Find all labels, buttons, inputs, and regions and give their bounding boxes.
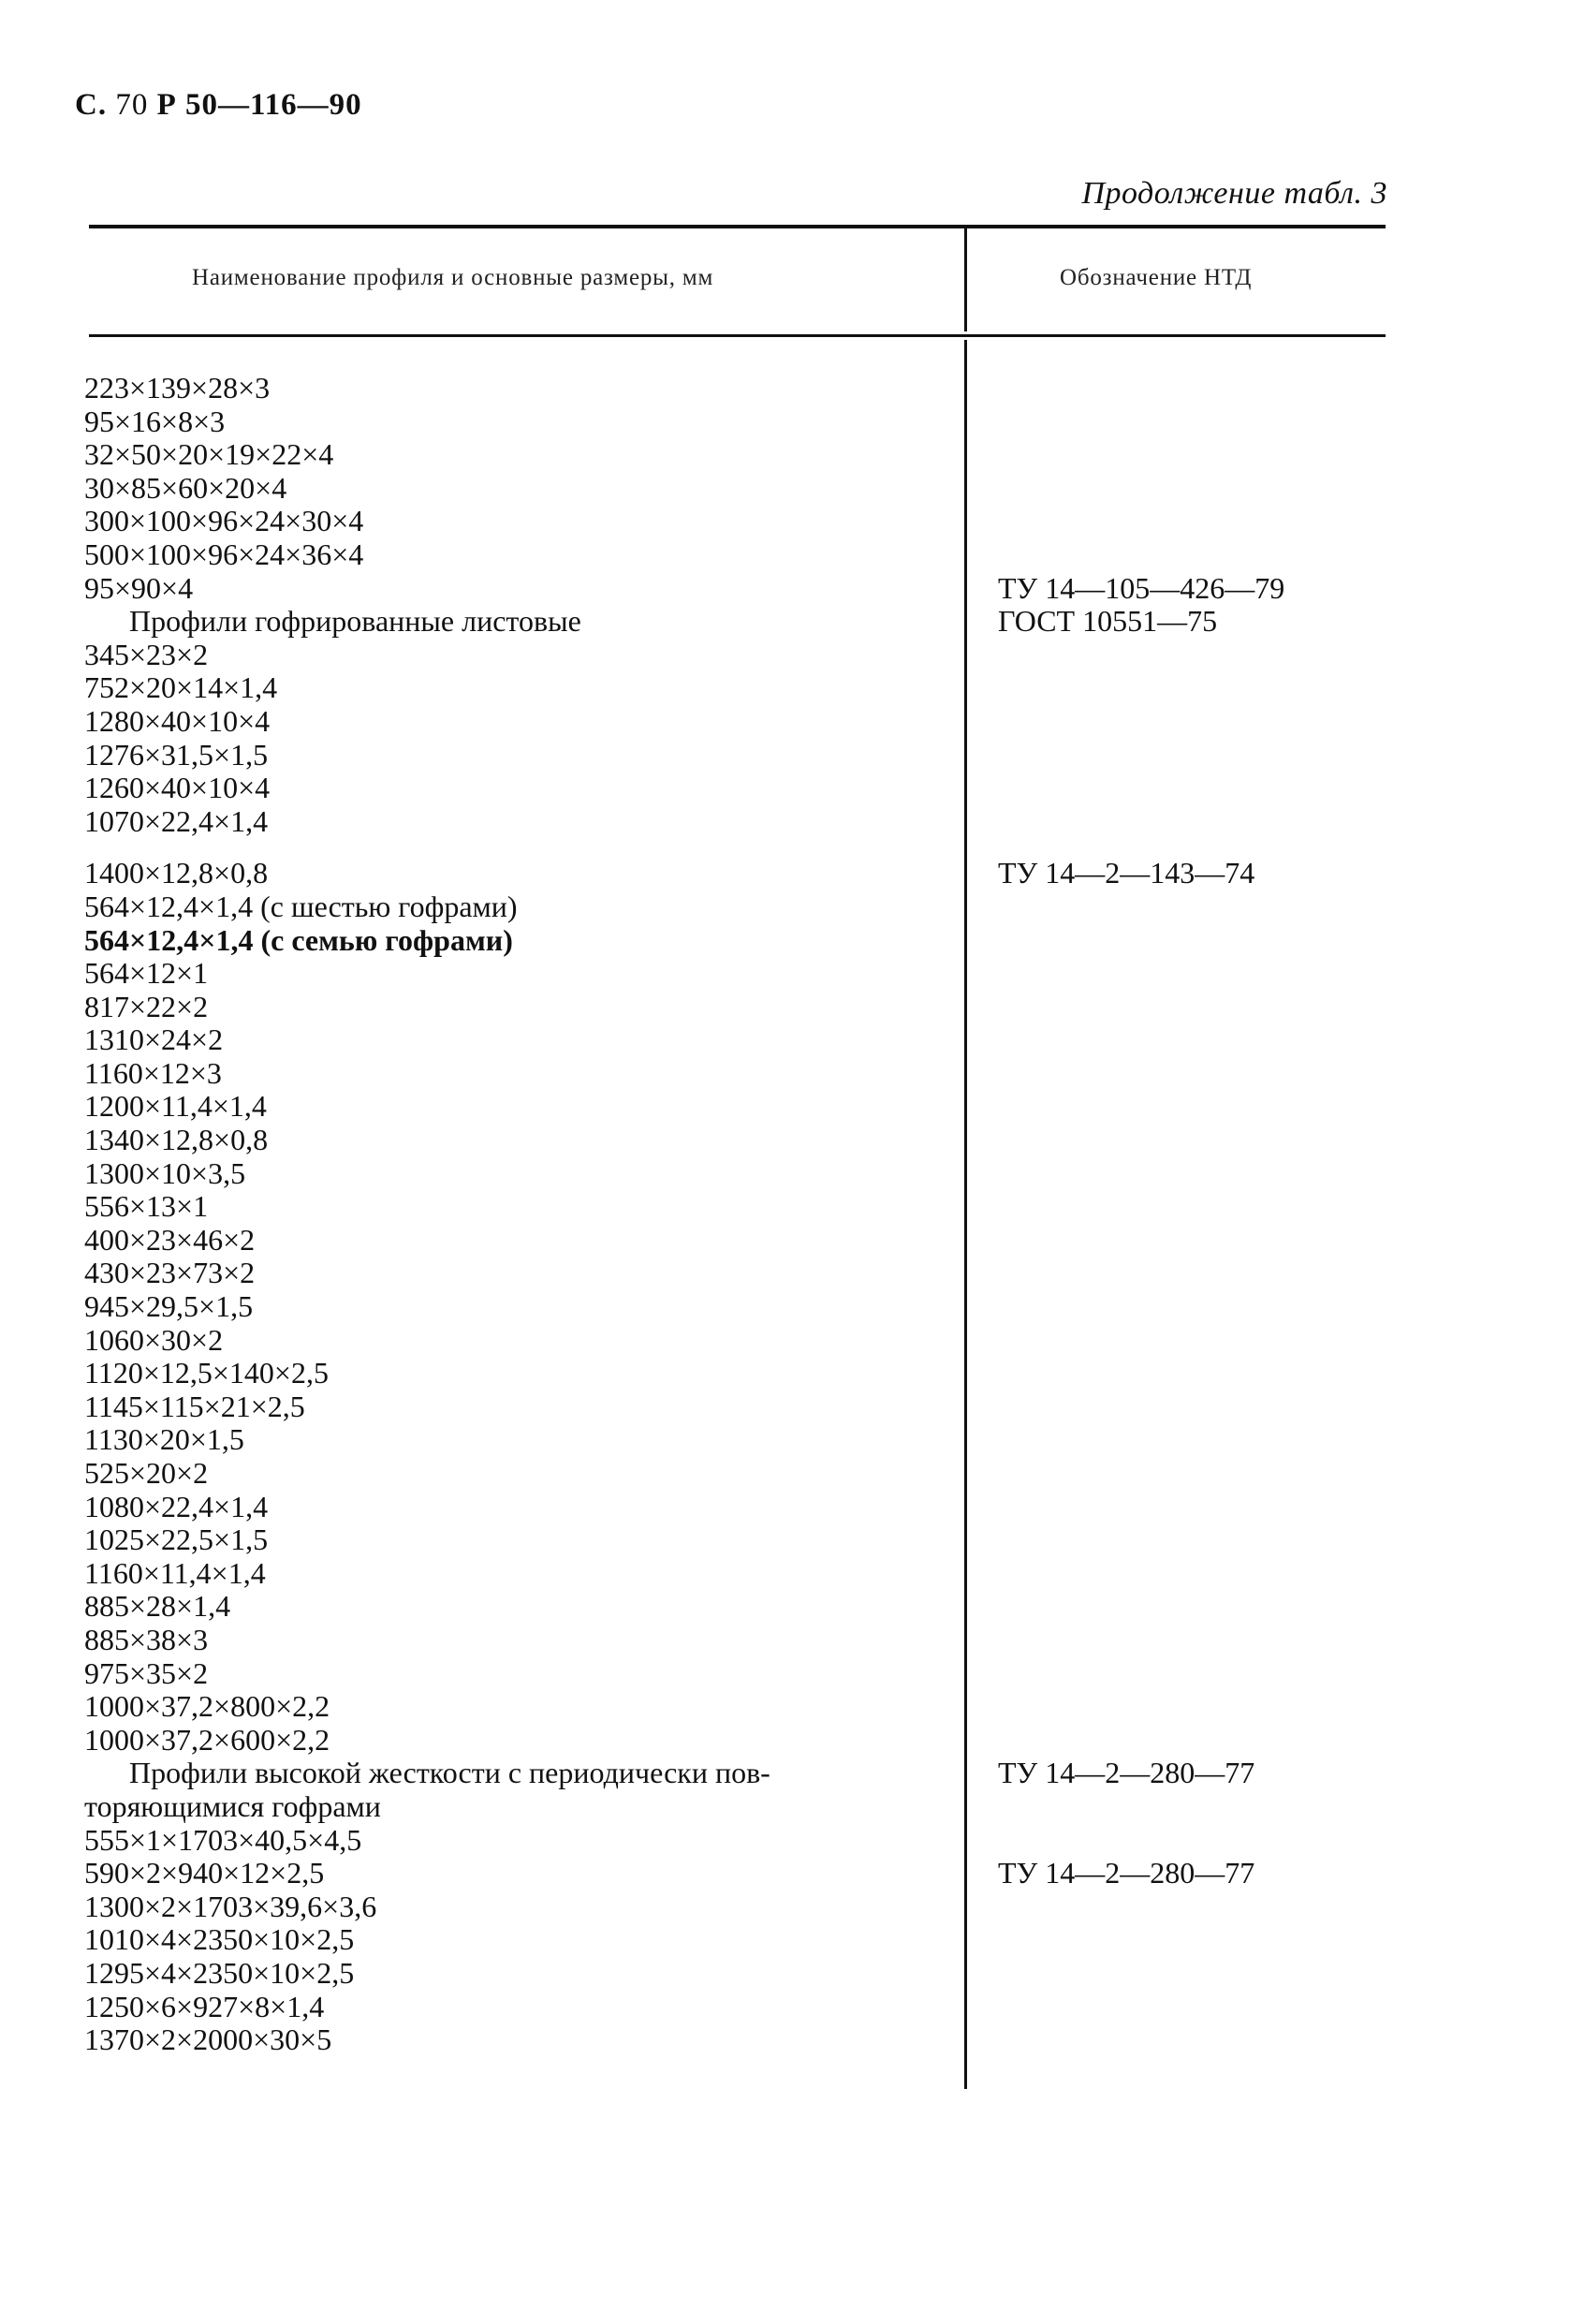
table-row — [84, 1690, 1563, 1724]
profile-dimensions: 556×13×1 — [84, 1189, 209, 1224]
profile-dimensions: 975×35×2 — [84, 1655, 209, 1690]
profile-dimensions: Профили высокой жесткости с периодически пов- — [129, 1756, 770, 1790]
profile-dimensions: 1400×12,8×0,8 — [84, 856, 269, 890]
profile-dimensions: 817×22×2 — [84, 989, 209, 1023]
table-row — [84, 705, 1563, 739]
table-row — [84, 857, 1563, 890]
profile-dimensions: 885×28×1,4 — [84, 1589, 231, 1624]
profile-dimensions: 752×20×14×1,4 — [84, 670, 278, 705]
table-row — [84, 1124, 1563, 1157]
profile-dimensions: 525×20×2 — [84, 1456, 209, 1490]
row-spacer — [84, 838, 1563, 857]
table-row — [84, 438, 1563, 472]
profile-dimensions: 1295×4×2350×10×2,5 — [84, 1955, 355, 1990]
table-row — [84, 639, 1563, 672]
profile-dimensions: 1300×2×1703×39,6×3,6 — [84, 1889, 377, 1923]
profile-dimensions: 1000×37,2×800×2,2 — [84, 1689, 330, 1724]
table-row — [84, 1190, 1563, 1224]
table-row — [84, 405, 1563, 439]
profile-dimensions: 1060×30×2 — [84, 1322, 224, 1357]
profile-dimensions: 1010×4×2350×10×2,5 — [84, 1922, 355, 1957]
table-row — [84, 957, 1563, 991]
profile-dimensions: 1370×2×2000×30×5 — [84, 2022, 332, 2057]
page-prefix: С. — [75, 88, 108, 122]
profile-dimensions: 1080×22,4×1,4 — [84, 1489, 269, 1523]
profile-dimensions: 223×139×28×3 — [84, 371, 271, 404]
column-header-name: Наименование профиля и основные размеры, мм — [192, 265, 714, 290]
table-row — [84, 1557, 1563, 1591]
profile-dimensions: 1130×20×1,5 — [84, 1422, 244, 1457]
table-top-rule — [89, 225, 1386, 228]
profile-dimensions: 1160×12×3 — [84, 1055, 222, 1090]
table-row — [84, 991, 1563, 1024]
table-row — [84, 572, 1563, 606]
ntd-designation: ТУ 14—105—426—79 — [998, 570, 1285, 605]
profile-dimensions: 1145×115×21×2,5 — [84, 1389, 305, 1423]
table-row — [84, 1157, 1563, 1191]
table-row — [84, 1890, 1563, 1924]
table-row — [84, 1057, 1563, 1091]
profile-dimensions: 1160×11,4×1,4 — [84, 1555, 266, 1590]
table-row — [84, 1923, 1563, 1957]
table-row — [84, 1724, 1563, 1758]
profile-dimensions: 300×100×96×24×30×4 — [84, 504, 364, 538]
table-row — [84, 2023, 1563, 2057]
table-row — [84, 890, 1563, 924]
page-header — [75, 88, 362, 123]
page-number: 70 — [115, 88, 149, 122]
column-header-ntd: Обозначение НТД — [1060, 265, 1253, 290]
profile-dimensions: 500×100×96×24×36×4 — [84, 537, 364, 571]
profile-dimensions: 555×1×1703×40,5×4,5 — [84, 1822, 362, 1857]
table-row — [84, 1790, 1563, 1824]
ntd-designation: ТУ 14—2—280—77 — [998, 1856, 1255, 1890]
table-row — [84, 1590, 1563, 1624]
profile-dimensions: 885×38×3 — [84, 1622, 209, 1656]
table-body — [84, 372, 1563, 2057]
table-row — [84, 1457, 1563, 1491]
table-row — [84, 472, 1563, 506]
profile-dimensions: 1025×22,5×1,5 — [84, 1522, 269, 1557]
profile-dimensions: 1310×24×2 — [84, 1022, 224, 1057]
profile-dimensions: 30×85×60×20×4 — [84, 470, 287, 505]
profile-dimensions: 32×50×20×19×22×4 — [84, 437, 334, 472]
profile-dimensions: 1260×40×10×4 — [84, 771, 271, 805]
table-header-rule — [89, 334, 1386, 337]
profile-dimensions: торяющимися гофрами — [84, 1788, 381, 1823]
profile-dimensions: 1120×12,5×140×2,5 — [84, 1356, 329, 1390]
profile-dimensions: 1200×11,4×1,4 — [84, 1089, 267, 1124]
table-row — [84, 1023, 1563, 1057]
profile-dimensions: 945×29,5×1,5 — [84, 1289, 254, 1324]
profile-dimensions: 1070×22,4×1,4 — [84, 803, 269, 838]
table-row — [84, 1257, 1563, 1290]
table-row — [84, 1857, 1563, 1890]
profile-dimensions: 590×2×940×12×2,5 — [84, 1856, 325, 1890]
profile-dimensions: Профили гофрированные листовые — [129, 604, 581, 639]
table-row — [84, 1991, 1563, 2024]
table-row — [84, 805, 1563, 839]
profile-dimensions: 345×23×2 — [84, 637, 209, 671]
table-row — [84, 1824, 1563, 1858]
profile-dimensions: 1340×12,8×0,8 — [84, 1123, 269, 1157]
table-continuation-caption: Продолжение табл. 3 — [1081, 176, 1387, 211]
table-row — [84, 1290, 1563, 1324]
profile-dimensions: 564×12,4×1,4 (с шестью гофрами) — [84, 889, 518, 923]
table-row — [84, 1357, 1563, 1390]
profile-dimensions: 564×12×1 — [84, 956, 209, 991]
table-row — [84, 538, 1563, 572]
profile-dimensions: 95×16×8×3 — [84, 404, 226, 438]
table-row — [84, 1624, 1563, 1657]
table-row — [84, 372, 1563, 405]
table-row — [84, 605, 1563, 639]
ntd-designation: ТУ 14—2—143—74 — [998, 856, 1255, 890]
table-row — [84, 1957, 1563, 1991]
table-row — [84, 1757, 1563, 1790]
table-row — [84, 1523, 1563, 1557]
table-header-divider — [964, 228, 967, 331]
profile-dimensions: 400×23×46×2 — [84, 1222, 256, 1257]
table-row — [84, 924, 1563, 958]
profile-dimensions: 430×23×73×2 — [84, 1256, 256, 1290]
profile-dimensions: 1000×37,2×600×2,2 — [84, 1722, 330, 1757]
ntd-designation: ТУ 14—2—280—77 — [998, 1756, 1255, 1790]
table-row — [84, 1224, 1563, 1258]
profile-dimensions: 1280×40×10×4 — [84, 703, 271, 738]
profile-dimensions: 95×90×4 — [84, 570, 194, 605]
table-row — [84, 1090, 1563, 1124]
table-row — [84, 772, 1563, 805]
table-row — [84, 1390, 1563, 1424]
profile-dimensions: 1250×6×927×8×1,4 — [84, 1989, 325, 2023]
table-row — [84, 1491, 1563, 1524]
profile-dimensions: 564×12,4×1,4 (с семью гофрами) — [84, 922, 513, 957]
table-row — [84, 1423, 1563, 1457]
table-row — [84, 505, 1563, 538]
ntd-designation: ГОСТ 10551—75 — [998, 604, 1218, 639]
table-row — [84, 739, 1563, 772]
document-number: Р 50—116—90 — [156, 88, 362, 122]
profile-dimensions: 1276×31,5×1,5 — [84, 737, 269, 772]
table-row — [84, 1657, 1563, 1691]
profile-dimensions: 1300×10×3,5 — [84, 1155, 246, 1190]
table-row — [84, 1324, 1563, 1358]
table-row — [84, 671, 1563, 705]
